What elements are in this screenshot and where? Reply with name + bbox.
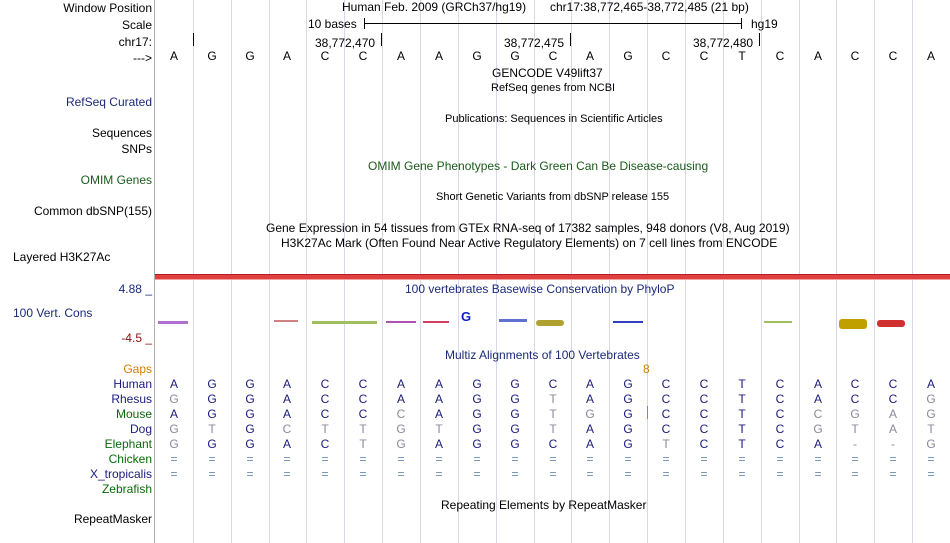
cons-mark [839, 319, 867, 329]
aligned-base: A [434, 437, 443, 451]
species-label[interactable]: Human [113, 377, 152, 391]
gtex-track-desc: Gene Expression in 54 tissues from GTEx RNA-seq of 17382 samples, 948 donors (V8, Aug 2019) [266, 221, 790, 235]
snps-track-label[interactable]: SNPs [121, 142, 152, 156]
cons-mark [764, 321, 792, 323]
coord-label: 38,772,475 [504, 36, 565, 50]
aligned-base: G [813, 422, 823, 436]
aligned-base: A [434, 407, 443, 421]
window-coordinates: chr17:38,772,465-38,772,485 (21 bp) [550, 0, 749, 14]
reference-base: A [585, 49, 594, 63]
aligned-base: = [927, 452, 935, 466]
aligned-base: C [699, 422, 709, 436]
aligned-base: A [169, 377, 178, 391]
aligned-base: C [396, 407, 406, 421]
aligned-base: = [814, 467, 822, 481]
species-label[interactable]: Rhesus [111, 392, 152, 406]
cons-mark [499, 319, 527, 322]
reference-base: G [510, 49, 520, 63]
aligned-base: = [586, 467, 594, 481]
aligned-base: C [358, 407, 368, 421]
aligned-base: G [926, 392, 936, 406]
reference-base: C [661, 49, 671, 63]
aligned-base: G [850, 407, 860, 421]
aligned-base: G [245, 377, 255, 391]
aligned-base: C [358, 377, 368, 391]
aligned-base: G [245, 437, 255, 451]
aligned-base: G [926, 407, 936, 421]
aligned-base: C [888, 392, 898, 406]
aligned-base: = [738, 467, 746, 481]
aligned-base: = [321, 467, 329, 481]
ruler-tick [759, 33, 760, 46]
aligned-base: = [359, 452, 367, 466]
track-labels-column [0, 0, 154, 543]
aligned-base: = [662, 467, 670, 481]
aligned-base: G [510, 407, 520, 421]
aligned-base: T [851, 422, 859, 436]
aligned-base: G [396, 422, 406, 436]
cons-mark [274, 320, 298, 322]
aligned-base: = [321, 452, 329, 466]
track-group-separator [155, 274, 950, 280]
aligned-base: = [283, 452, 291, 466]
aligned-base: G [585, 407, 595, 421]
aligned-base: T [738, 377, 746, 391]
aligned-base: G [623, 377, 633, 391]
chrom-label: chr17: [118, 35, 152, 49]
cons-max-label: 4.88 _ [118, 282, 152, 296]
aligned-base: G [207, 407, 217, 421]
scale-bar-left-tick [364, 18, 365, 29]
species-label[interactable]: Chicken [108, 452, 152, 466]
omim-track-desc: OMIM Gene Phenotypes - Dark Green Can Be Disease-causing [368, 159, 709, 173]
aligned-base: = [700, 452, 708, 466]
aligned-base: A [434, 377, 443, 391]
aligned-base: G [207, 377, 217, 391]
aligned-base: C [320, 377, 330, 391]
scale-label: Scale [121, 18, 152, 32]
aligned-base: G [623, 392, 633, 406]
aligned-base: A [888, 407, 897, 421]
aligned-base: T [927, 422, 935, 436]
reference-base: G [472, 49, 482, 63]
aligned-base: A [396, 392, 405, 406]
aligned-base: C [699, 407, 709, 421]
aligned-base: A [434, 392, 443, 406]
aligned-base: = [624, 467, 632, 481]
aligned-base: C [775, 422, 785, 436]
aligned-base: = [359, 467, 367, 481]
reference-base: G [245, 49, 255, 63]
repeatmasker-track-desc: Repeating Elements by RepeatMasker [441, 498, 647, 512]
reference-base: C [320, 49, 330, 63]
aligned-base: C [775, 437, 785, 451]
aligned-base: = [397, 467, 405, 481]
aligned-base: G [207, 392, 217, 406]
reference-base: A [396, 49, 405, 63]
aligned-base: C [358, 392, 368, 406]
aligned-base: T [208, 422, 216, 436]
dbsnp-track-desc: Short Genetic Variants from dbSNP release 155 [436, 191, 670, 203]
aligned-base: = [435, 452, 443, 466]
aligned-base: C [850, 377, 860, 391]
aligned-base: T [435, 422, 443, 436]
reference-base: A [169, 49, 178, 63]
reference-base: G [207, 49, 217, 63]
aligned-base: A [585, 377, 594, 391]
aligned-base: G [472, 437, 482, 451]
scale-bar [364, 23, 741, 24]
aligned-base: = [549, 452, 557, 466]
aligned-base: A [813, 377, 822, 391]
ruler-tick [570, 33, 571, 46]
aligned-base: A [585, 422, 594, 436]
aligned-base: C [813, 407, 823, 421]
aligned-base: A [585, 437, 594, 451]
reference-base: T [738, 49, 746, 63]
reference-base: C [888, 49, 898, 63]
gencode-track-title[interactable]: GENCODE V49lift37 [492, 66, 603, 80]
aligned-base: T [738, 422, 746, 436]
aligned-base: = [776, 452, 784, 466]
species-label[interactable]: X_tropicalis [89, 467, 152, 481]
aligned-base: G [245, 422, 255, 436]
aligned-base: C [548, 437, 558, 451]
aligned-base: = [776, 467, 784, 481]
species-label[interactable]: Zebrafish [101, 482, 152, 496]
aligned-base: G [623, 407, 633, 421]
aligned-base: C [661, 422, 671, 436]
aligned-base: A [282, 407, 291, 421]
aligned-base: = [435, 467, 443, 481]
aligned-base: G [472, 392, 482, 406]
aligned-base: C [320, 407, 330, 421]
aligned-base: G [245, 392, 255, 406]
reference-base: C [699, 49, 709, 63]
h3k27ac-track-label[interactable]: Layered H3K27Ac [13, 250, 111, 264]
aligned-base: = [851, 467, 859, 481]
cons-mark [158, 321, 188, 324]
aligned-base: = [473, 452, 481, 466]
gap-count: 8 [643, 362, 650, 376]
aligned-base: = [208, 467, 216, 481]
aligned-base: A [888, 422, 897, 436]
aligned-base: G [169, 392, 179, 406]
scale-text: 10 bases [308, 17, 357, 31]
aligned-base: C [888, 377, 898, 391]
aligned-base: T [359, 437, 367, 451]
aligned-base: T [549, 392, 557, 406]
species-label[interactable]: Mouse [115, 407, 152, 421]
aligned-base: T [738, 437, 746, 451]
multiz-track-desc: Multiz Alignments of 100 Vertebrates [445, 348, 640, 362]
aligned-base: T [662, 437, 670, 451]
reference-base: C [358, 49, 368, 63]
aligned-base: C [320, 392, 330, 406]
aligned-base: G [169, 422, 179, 436]
aligned-base: = [549, 467, 557, 481]
refseq-track-label[interactable]: RefSeq Curated [65, 95, 152, 109]
aligned-base: = [246, 452, 254, 466]
reference-base: A [813, 49, 822, 63]
aligned-base: C [661, 407, 671, 421]
aligned-base: = [473, 467, 481, 481]
cons-mark: G [461, 309, 472, 324]
aligned-base: G [245, 407, 255, 421]
aligned-base: = [511, 452, 519, 466]
track-image-area[interactable] [155, 0, 950, 543]
reference-base: G [623, 49, 633, 63]
aligned-base: G [207, 437, 217, 451]
aligned-base: = [586, 452, 594, 466]
conservation-logo [155, 305, 950, 345]
reference-base: A [282, 49, 291, 63]
aligned-base: = [814, 452, 822, 466]
aligned-base: G [472, 407, 482, 421]
gaps-label: Gaps [123, 362, 152, 376]
aligned-base: C [661, 392, 671, 406]
aligned-base: C [699, 377, 709, 391]
aligned-base: C [699, 392, 709, 406]
aligned-base: T [549, 407, 557, 421]
publications-track-desc: Publications: Sequences in Scientific Articles [445, 113, 663, 125]
cons-track-label[interactable]: 100 Vert. Cons [13, 306, 93, 320]
repeatmasker-track-label[interactable]: RepeatMasker [73, 512, 152, 526]
aligned-base: = [851, 452, 859, 466]
aligned-base: C [775, 407, 785, 421]
aligned-base: G [396, 437, 406, 451]
aligned-base: G [623, 437, 633, 451]
aligned-base: = [246, 467, 254, 481]
aligned-base: = [283, 467, 291, 481]
aligned-base: = [738, 452, 746, 466]
aligned-base: C [661, 377, 671, 391]
aligned-base: A [282, 392, 291, 406]
window-position-label: Window Position [63, 1, 152, 15]
reference-base: C [775, 49, 785, 63]
species-label[interactable]: Elephant [104, 437, 152, 451]
dbsnp-track-label[interactable]: Common dbSNP(155) [33, 204, 152, 218]
reference-base: C [850, 49, 860, 63]
aligned-base: G [169, 437, 179, 451]
aligned-base: = [889, 467, 897, 481]
scale-db: hg19 [751, 17, 778, 31]
aligned-base: G [926, 437, 936, 451]
aligned-base: C [850, 392, 860, 406]
reference-base: A [926, 49, 935, 63]
gap-marker [647, 406, 648, 419]
aligned-base: G [510, 377, 520, 391]
aligned-base: T [549, 422, 557, 436]
strand-arrow-label: ---> [133, 51, 152, 65]
aligned-base: C [320, 437, 330, 451]
aligned-base: - [891, 437, 895, 451]
aligned-base: C [775, 392, 785, 406]
aligned-base: = [208, 452, 216, 466]
omim-track-label[interactable]: OMIM Genes [80, 173, 152, 187]
aligned-base: C [699, 437, 709, 451]
cons-mark [423, 321, 449, 323]
aligned-base: A [282, 437, 291, 451]
aligned-base: A [813, 437, 822, 451]
scale-bar-right-tick [741, 18, 742, 29]
aligned-base: = [700, 467, 708, 481]
aligned-base: C [282, 422, 292, 436]
cons-mark [877, 320, 905, 327]
coord-label: 38,772,480 [693, 36, 754, 50]
aligned-base: G [472, 422, 482, 436]
aligned-base: A [585, 392, 594, 406]
aligned-base: A [169, 407, 178, 421]
aligned-base: A [282, 377, 291, 391]
aligned-base: T [359, 422, 367, 436]
aligned-base: G [623, 422, 633, 436]
h3k27ac-track-desc: H3K27Ac Mark (Often Found Near Active Regulatory Elements) on 7 cell lines from ENCODE [281, 236, 778, 250]
species-label[interactable]: Dog [129, 422, 152, 436]
cons-min-label: -4.5 _ [121, 331, 152, 345]
coord-label: 38,772,470 [315, 36, 376, 50]
aligned-base: G [510, 422, 520, 436]
aligned-base: = [170, 467, 178, 481]
reference-base: A [434, 49, 443, 63]
aligned-base: = [170, 452, 178, 466]
aligned-base: A [926, 377, 935, 391]
assembly-name: Human Feb. 2009 (GRCh37/hg19) [342, 0, 527, 14]
aligned-base: G [510, 392, 520, 406]
aligned-base: T [738, 392, 746, 406]
refseq-track-desc: RefSeq genes from NCBI [491, 82, 616, 94]
aligned-base: T [321, 422, 329, 436]
aligned-base: A [813, 392, 822, 406]
aligned-base: = [662, 452, 670, 466]
aligned-base: = [927, 467, 935, 481]
cons-mark [536, 320, 564, 326]
aligned-base: = [889, 452, 897, 466]
aligned-base: = [624, 452, 632, 466]
sequences-track-label[interactable]: Sequences [91, 126, 152, 140]
ruler-tick [193, 33, 194, 46]
aligned-base: G [510, 437, 520, 451]
phylop-track-desc: 100 vertebrates Basewise Conservation by PhyloP [405, 282, 675, 296]
cons-mark [312, 321, 377, 324]
aligned-base: = [397, 452, 405, 466]
aligned-base: - [853, 437, 857, 451]
aligned-base: A [396, 377, 405, 391]
cons-mark [386, 321, 416, 323]
aligned-base: C [548, 377, 558, 391]
cons-mark [613, 321, 643, 323]
reference-base: C [548, 49, 558, 63]
aligned-base: = [511, 467, 519, 481]
aligned-base: G [472, 377, 482, 391]
aligned-base: C [775, 377, 785, 391]
ruler-tick [381, 33, 382, 46]
aligned-base: T [738, 407, 746, 421]
